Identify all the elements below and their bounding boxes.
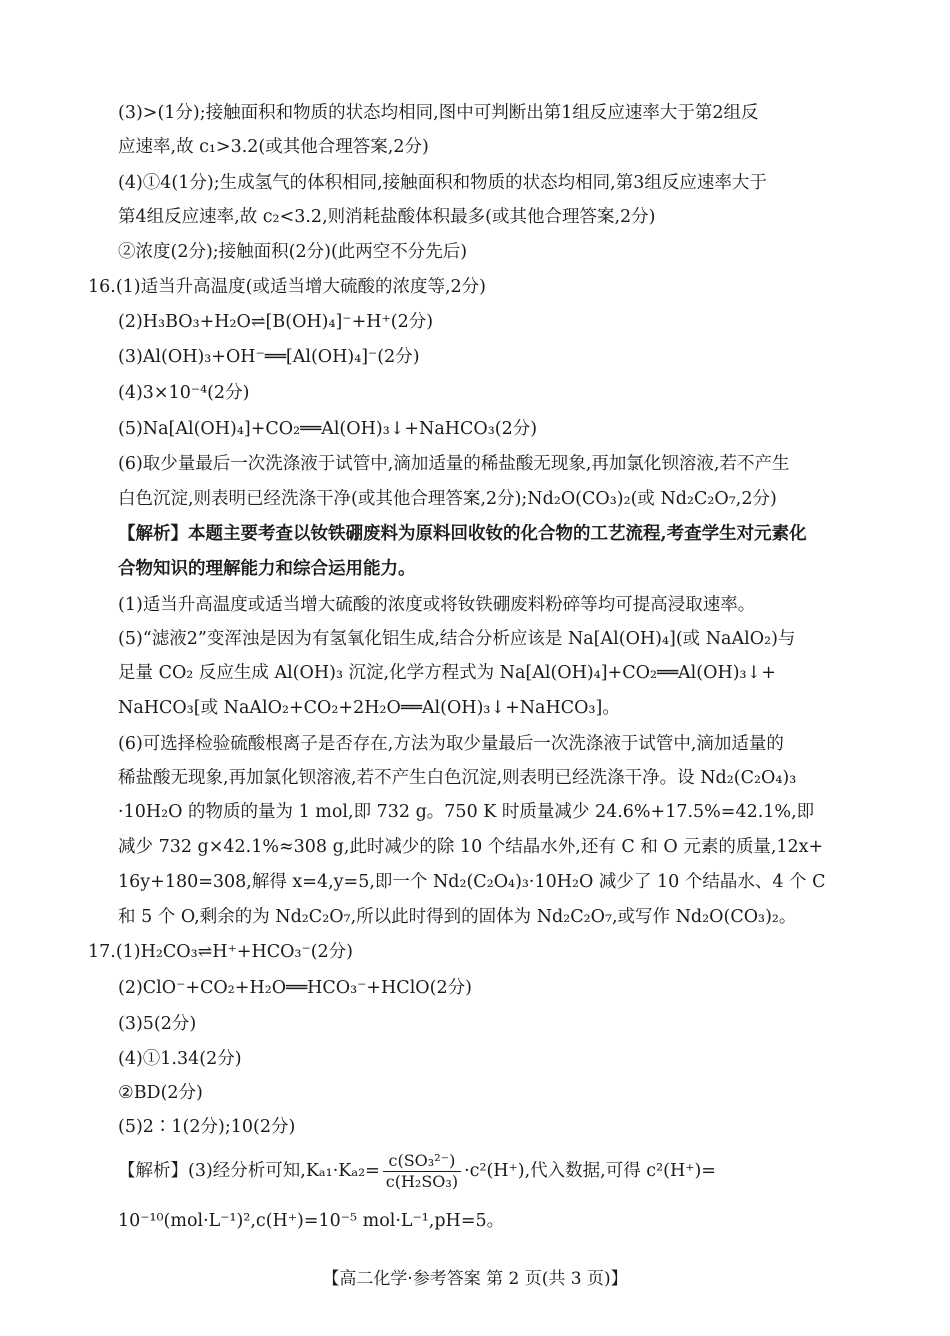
answer-line: (2)ClO⁻+CO₂+H₂O══HCO₃⁻+HClO(2分) — [118, 978, 472, 998]
analysis-line: (1)适当升高温度或适当增大硫酸的浓度或将钕铁硼废料粉碎等均可提高浸取速率。 — [118, 595, 756, 615]
fraction-denominator: c(H₂SO₃) — [385, 1172, 459, 1191]
answer-line: (4)3×10⁻⁴(2分) — [118, 383, 250, 403]
analysis-line: 16y+180=308,解得 x=4,y=5,即一个 Nd₂(C₂O₄)₃·10H₂O 减少了 10 个结晶水、4 个 C — [118, 872, 826, 892]
question-17: 17.(1)H₂CO₃⇌H⁺+HCO₃⁻(2分) — [88, 942, 354, 962]
answer-line: (4)①1.34(2分) — [118, 1049, 242, 1069]
question-16: 16.(1)适当升高温度(或适当增大硫酸的浓度等,2分) — [88, 277, 486, 297]
analysis-formula-line — [118, 1149, 716, 1193]
fraction — [383, 1151, 461, 1192]
answer-line: ②BD(2分) — [118, 1083, 203, 1103]
answer-line: (5)2∶1(2分);10(2分) — [118, 1117, 296, 1137]
analysis-line: 10⁻¹⁰(mol·L⁻¹)²,c(H⁺)=10⁻⁵ mol·L⁻¹,pH=5。 — [118, 1211, 505, 1231]
formula-lead: 【解析】(3)经分析可知,Kₐ₁·Kₐ₂= — [118, 1161, 380, 1181]
analysis-line: (5)“滤液2”变浑浊是因为有氢氧化铝生成,结合分析应该是 Na[Al(OH)₄](或 NaAlO₂)与 — [118, 629, 796, 649]
page-footer: 【高二化学·参考答案 第 2 页(共 3 页)】 — [322, 1269, 628, 1289]
answer-line: (3)5(2分) — [118, 1014, 197, 1034]
analysis-heading: 【解析】本题主要考查以钕铁硼废料为原料回收钕的化合物的工艺流程,考查学生对元素化 — [118, 524, 807, 544]
answer-line: 应速率,故 c₁>3.2(或其他合理答案,2分) — [118, 137, 429, 157]
analysis-line: 合物知识的理解能力和综合运用能力。 — [118, 559, 416, 579]
answer-line: 白色沉淀,则表明已经洗涤干净(或其他合理答案,2分);Nd₂O(CO₃)₂(或 Nd₂C₂O₇,2分) — [118, 489, 777, 509]
answer-line: ②浓度(2分);接触面积(2分)(此两空不分先后) — [118, 242, 468, 262]
answer-line: (4)①4(1分);生成氢气的体积相同,接触面积和物质的状态均相同,第3组反应速率大于 — [118, 173, 767, 193]
answer-line: (2)H₃BO₃+H₂O⇌[B(OH)₄]⁻+H⁺(2分) — [118, 312, 434, 332]
answer-line: (3)>(1分);接触面积和物质的状态均相同,图中可判断出第1组反应速率大于第2组反 — [118, 103, 759, 123]
answer-line: (3)Al(OH)₃+OH⁻══[Al(OH)₄]⁻(2分) — [118, 347, 420, 367]
analysis-line: (6)可选择检验硫酸根离子是否存在,方法为取少量最后一次洗涤液于试管中,滴加适量的 — [118, 734, 784, 754]
analysis-line: ·10H₂O 的物质的量为 1 mol,即 732 g。750 K 时质量减少 24.6%+17.5%=42.1%,即 — [118, 802, 815, 822]
answer-line: (5)Na[Al(OH)₄]+CO₂══Al(OH)₃↓+NaHCO₃(2分) — [118, 419, 538, 439]
analysis-line: NaHCO₃[或 NaAlO₂+CO₂+2H₂O══Al(OH)₃↓+NaHCO₃]。 — [118, 698, 620, 718]
analysis-line: 减少 732 g×42.1%≈308 g,此时减少的除 10 个结晶水外,还有 C 和 O 元素的质量,12x+ — [118, 837, 824, 857]
formula-tail: ·c²(H⁺),代入数据,可得 c²(H⁺)= — [464, 1161, 716, 1181]
analysis-line: 稀盐酸无现象,再加氯化钡溶液,若不产生白色沉淀,则表明已经洗涤干净。设 Nd₂(C₂O₄)₃ — [118, 768, 797, 788]
answer-line: 第4组反应速率,故 c₂<3.2,则消耗盐酸体积最多(或其他合理答案,2分) — [118, 207, 656, 227]
answer-line: (6)取少量最后一次洗涤液于试管中,滴加适量的稀盐酸无现象,再加氯化钡溶液,若不产生 — [118, 454, 790, 474]
analysis-line: 足量 CO₂ 反应生成 Al(OH)₃ 沉淀,化学方程式为 Na[Al(OH)₄]+CO₂══Al(OH)₃↓+ — [118, 663, 776, 683]
fraction-numerator: c(SO₃²⁻) — [383, 1151, 461, 1172]
analysis-line: 和 5 个 O,剩余的为 Nd₂C₂O₇,所以此时得到的固体为 Nd₂C₂O₇,或写作 Nd₂O(CO₃)₂。 — [118, 907, 797, 927]
